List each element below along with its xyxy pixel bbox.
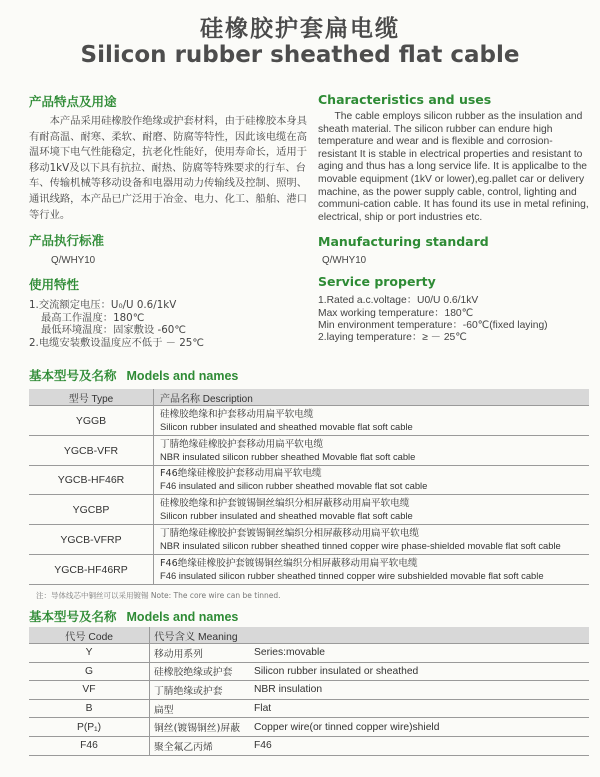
codes-heading-cn: 基本型号及名称 — [29, 609, 117, 624]
code-value: VF — [29, 681, 150, 700]
code-value: P(P₁) — [29, 718, 150, 737]
model-description — [154, 466, 590, 495]
service-item: 2.laying temperature：≥ － 25℃ — [318, 331, 467, 343]
model-desc-en: F46 insulated and silicon rubber sheathed movable flat sot cable — [160, 480, 428, 491]
code-meaning-cn: 铜丝(镀锡铜丝)屏蔽 — [150, 718, 251, 737]
models-table — [29, 389, 589, 585]
left-column — [29, 92, 307, 350]
model-desc-en: Silicon rubber insulated and sheathed movable flat soft cable — [160, 509, 413, 521]
features-text-cn: 本产品采用硅橡胶作绝缘或护套材料，由于硅橡胶本身具有耐高温、耐寒、柔软、耐磨、防腐等特性，因此该电缆在高温环境下电气性能稳定，抗老化性能好，使用寿命长，适用于移动1kV及以下具有抗拉、耐热、防腐等特殊要求的行车、台车、传输机械等移动设备和电器用动力传输线及控制、照明、通讯线路，本产品已广泛用于冶金、电力、化工、船舶、港口等行业。 — [29, 115, 308, 221]
col-type-header: 型号 Type — [29, 389, 154, 406]
model-desc-cn: 丁腈绝缘硅橡胶护套镀锡铜丝编织分相屏蔽移动用扁平软电缆 — [160, 527, 420, 539]
features-heading-cn: 产品特点及用途 — [29, 94, 117, 109]
code-meaning-en: Copper wire(or tinned copper wire)shield — [250, 718, 589, 737]
model-description — [154, 525, 590, 555]
model-description — [154, 555, 590, 585]
model-desc-en: Silicon rubber insulated and sheathed movable flat soft cable — [160, 420, 413, 432]
service-list-en — [318, 295, 590, 344]
page-title-cn: 硅橡胶护套扁电缆 — [200, 16, 400, 42]
standard-value-cn: Q/WHY10 — [51, 255, 96, 267]
service-item: 1.交流额定电压：U₀/U 0.6/1kV — [29, 299, 177, 312]
service-item: Max working temperature：180℃ — [318, 307, 474, 319]
code-meaning-cn: 硅橡胶绝缘或护套 — [150, 662, 251, 681]
model-type: YGCB-VFRP — [29, 525, 154, 555]
code-value: G — [29, 662, 150, 681]
service-list-cn — [29, 299, 307, 349]
model-description — [154, 436, 590, 466]
code-value: B — [29, 699, 150, 718]
service-item: 1.Rated a.c.voltage：U0/U 0.6/1kV — [318, 295, 479, 307]
model-desc-cn: F46绝缘硅橡胶护套移动用扁平软电缆 — [160, 468, 322, 479]
table-row — [29, 406, 589, 436]
model-type: YGCB-HF46R — [29, 466, 154, 495]
model-type: YGCB-VFR — [29, 436, 154, 466]
model-desc-en: NBR insulated silicon rubber sheathed tinned copper wire phase-shielded movable flat soft cable — [160, 539, 561, 551]
code-meaning-en: Silicon rubber insulated or sheathed — [250, 662, 589, 681]
code-meaning-en: Series:movable — [250, 644, 589, 663]
model-type: YGCB-HF46RP — [29, 555, 154, 585]
col-code-header: 代号 Code — [29, 627, 150, 644]
standard-value-en: Q/WHY10 — [322, 255, 367, 267]
code-meaning-cn: 扁型 — [150, 699, 251, 718]
table-header-row — [29, 627, 589, 644]
code-value: Y — [29, 644, 150, 663]
codes-heading-en: Models and names — [126, 610, 239, 624]
model-description — [154, 495, 590, 525]
table-header-row — [29, 389, 589, 406]
right-column — [318, 92, 590, 344]
table-row — [29, 466, 589, 495]
code-meaning-en: NBR insulation — [250, 681, 589, 700]
code-value: F46 — [29, 736, 150, 755]
codes-table — [29, 627, 589, 756]
model-type: YGCBP — [29, 495, 154, 525]
service-heading-cn: 使用特性 — [29, 277, 80, 293]
model-description — [154, 406, 590, 436]
standard-heading-cn: 产品执行标准 — [29, 233, 105, 249]
models-heading-en: Models and names — [126, 369, 239, 383]
col-desc-header: 产品名称 Description — [154, 389, 590, 406]
table-row — [29, 662, 589, 681]
note-text: 注：导体线芯中铜丝可以采用镀锡 Note: The core wire can be tinned. — [36, 591, 281, 600]
model-type: YGGB — [29, 406, 154, 436]
table-row — [29, 681, 589, 700]
page-title-en: Silicon rubber sheathed flat cable — [80, 42, 520, 68]
codes-section-heading — [29, 607, 238, 625]
code-meaning-en: Flat — [250, 699, 589, 718]
service-item: Min environment temperature：-60℃(fixed laying) — [318, 319, 548, 331]
service-heading-en: Service property — [318, 274, 436, 290]
models-heading-cn: 基本型号及名称 — [29, 368, 117, 383]
model-desc-cn: 硅橡胶绝缘和护套移动用扁平软电缆 — [160, 408, 314, 420]
code-meaning-en: F46 — [250, 736, 589, 755]
model-desc-cn: F46绝缘硅橡胶护套镀锡铜丝编织分相屏蔽移动用扁平软电缆 — [160, 557, 418, 569]
features-text-en: The cable employs silicon rubber as the insulation and sheath material. The silicon rubber can endure high temperature and wear and is flexible and corrosion-resistant It is stable in electrical properties and resistant to aging and thus has a long service life. It is applicalbe to the movable equipment (1kV or lower),eg.pallet car or delivery machine, as the power supply cable, control, lighting and communi-cation cable. It has found its use in metal refining, electrical, ship or port industries etc. — [318, 111, 589, 223]
standard-heading-en: Manufacturing standard — [318, 234, 489, 250]
table-row — [29, 644, 589, 663]
table-row — [29, 525, 589, 555]
model-desc-en: NBR insulated silicon rubber sheathed Movable flat soft cable — [160, 450, 416, 462]
models-section-heading — [29, 366, 238, 384]
service-item: 2.电缆安装敷设温度应不低于 － 25℃ — [29, 336, 204, 349]
code-meaning-cn: 丁腈绝缘或护套 — [150, 681, 251, 700]
code-meaning-cn: 聚全氟乙丙烯 — [150, 736, 251, 755]
model-desc-cn: 丁腈绝缘硅橡胶护套移动用扁平软电缆 — [160, 438, 324, 450]
table-row — [29, 718, 589, 737]
table-row — [29, 495, 589, 525]
service-item: 最低环境温度：固家敷设 -60℃ — [41, 324, 186, 337]
model-desc-cn: 硅橡胶绝缘和护套镀锡铜丝编织分相屏蔽移动用扁平软电缆 — [160, 497, 410, 509]
model-desc-en: F46 insulated silicon rubber sheathed tinned copper wire subshielded movable flat soft cable — [160, 569, 544, 581]
table-row — [29, 736, 589, 755]
col-meaning-header: 代号含义 Meaning — [150, 627, 590, 644]
table-row — [29, 699, 589, 718]
table-row — [29, 436, 589, 466]
code-meaning-cn: 移动用系列 — [150, 644, 251, 663]
table-row — [29, 555, 589, 585]
features-heading-en: Characteristics and uses — [318, 92, 492, 107]
service-item: 最高工作温度：180℃ — [41, 311, 145, 324]
